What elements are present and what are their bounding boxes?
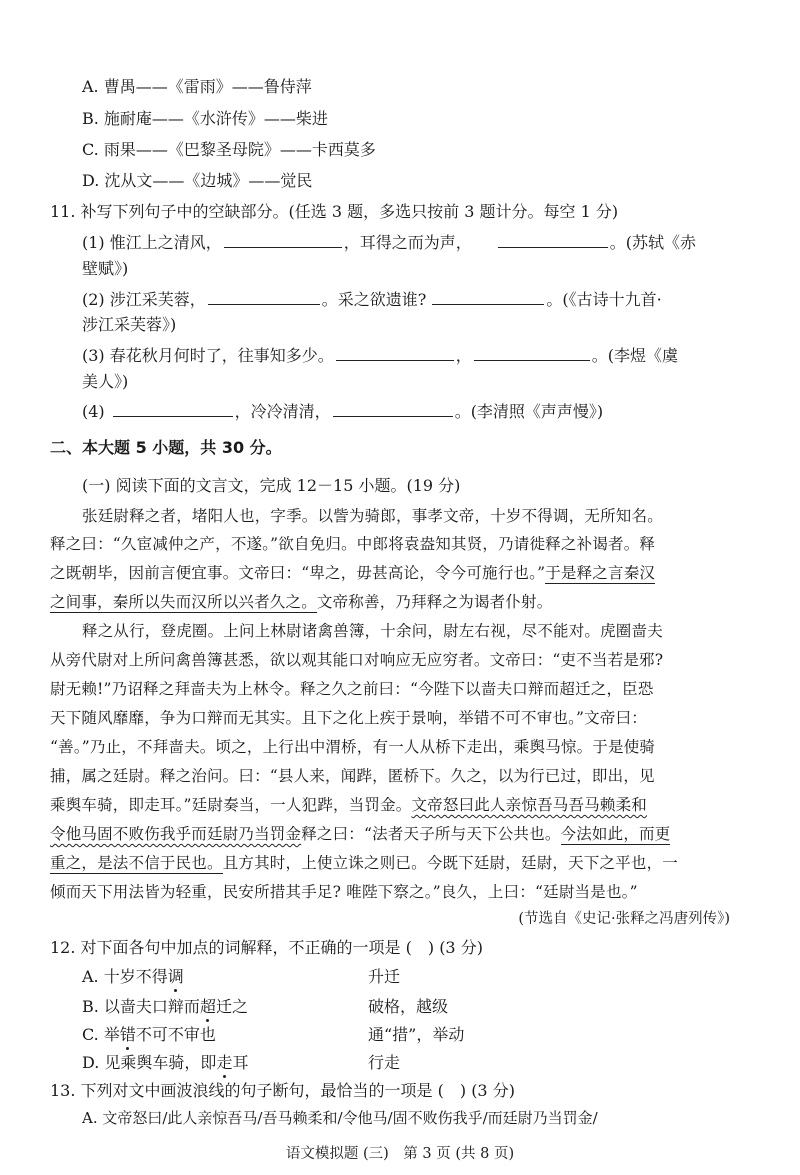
passage-line: 释之从行，登虎圈。上问上林尉诸禽兽簿，十余问，尉左右视，尽不能对。虎圈啬夫 — [82, 622, 663, 640]
q11-item-4-text-a: (4) — [82, 402, 105, 421]
q10-option-c: C. 雨果——《巴黎圣母院》——卡西莫多 — [82, 140, 376, 159]
passage-text: 释之曰：“法者天子所与天下公共也。 — [301, 825, 561, 843]
q12-option-a[interactable] — [82, 966, 184, 988]
option-text: A. 十岁不得 — [82, 967, 168, 986]
passage-line — [50, 794, 647, 816]
dotted-word: 调 — [167, 967, 184, 986]
page-footer: 语文模拟题 (三) 第 3 页 (共 8 页) — [285, 1146, 515, 1162]
passage-line: 倾而天下用法皆为轻重，民安所措其手足? 唯陛下察之。”良久，上曰：“廷尉当是也。” — [50, 883, 638, 901]
passage-line: 捕，属之廷尉。释之治问。曰：“县人来，闻跸，匿桥下。久之，以为行已过，即出，见 — [50, 767, 655, 785]
dotted-word: 走 — [216, 1053, 233, 1072]
answer-blank[interactable] — [498, 233, 608, 248]
option-text: 迁之 — [215, 997, 248, 1016]
q11-item-2-text-c: 。(《古诗十九首· — [546, 290, 662, 309]
q11-item-2 — [82, 289, 662, 311]
passage-line: 张廷尉释之者，堵阳人也，字季。以訾为骑郎，事孝文帝，十岁不得调，无所知名。 — [82, 507, 663, 525]
q12-option-a-meaning: 升迁 — [368, 967, 401, 986]
q11-item-2-text-b: 。采之欲遗谁? — [321, 290, 427, 309]
dotted-word: 错 — [119, 1025, 136, 1044]
q12-option-c-meaning: 通“措”，举动 — [368, 1025, 465, 1044]
answer-blank[interactable] — [333, 402, 453, 417]
q12-option-d[interactable] — [82, 1052, 248, 1074]
passage-text: 文帝称善，乃拜释之为谒者仆射。 — [316, 593, 553, 611]
q12-option-b-meaning: 破格，越级 — [368, 997, 449, 1016]
q11-item-1 — [82, 232, 696, 254]
passage-line: 从旁代尉对上所问禽兽簿甚悉，欲以观其能口对响应无应穷者。文帝曰：“吏不当若是邪? — [50, 651, 664, 669]
option-text: B. 以啬夫口辩而 — [82, 997, 200, 1016]
q11-item-2-cont: 涉江采芙蓉》) — [82, 315, 177, 334]
q11-item-3 — [82, 345, 678, 367]
option-text: C. 举 — [82, 1025, 120, 1044]
straight-underlined-sentence: 重之，是法不信于民也。 — [50, 854, 223, 872]
option-text: 耳 — [232, 1053, 249, 1072]
q10-option-d: D. 沈从文——《边城》——觉民 — [82, 171, 313, 190]
q12-option-c[interactable] — [82, 1024, 216, 1046]
q10-option-b: B. 施耐庵——《水浒传》——柴进 — [82, 109, 328, 128]
passage-line: 天下随风靡靡，争为口辩而无其实。且下之化上疾于景响，举错不可不审也。”文帝曰： — [50, 709, 647, 727]
q11-item-1-cont: 壁赋》) — [82, 259, 129, 278]
q11-item-3-text-a: (3) 春花秋月何时了，往事知多少。 — [82, 346, 334, 365]
q11-item-3-text-c: 。(李煜《虞 — [591, 346, 679, 365]
q11-item-2-text-a: (2) 涉江采芙蓉， — [82, 290, 206, 309]
answer-blank[interactable] — [474, 346, 590, 361]
answer-blank[interactable] — [432, 290, 544, 305]
option-text: D. 见乘舆车骑，即 — [82, 1053, 217, 1072]
q11-item-1-text-c: 。(苏轼《赤 — [609, 233, 697, 252]
answer-blank[interactable] — [224, 233, 342, 248]
q12-option-b[interactable] — [82, 996, 248, 1018]
answer-blank[interactable] — [336, 346, 454, 361]
option-text: 不可不审也 — [135, 1025, 216, 1044]
q11-item-4-text-c: 。(李清照《声声慢》) — [454, 402, 604, 421]
q11-item-1-text-b: ，耳得之而为声， — [343, 233, 472, 252]
answer-blank[interactable] — [113, 402, 233, 417]
passage-text: 之既朝毕，因前言便宜事。文帝曰：“卑之，毋甚高论，令今可施行也。” — [50, 564, 546, 582]
q11-item-4-text-b: ，冷冷清清， — [234, 402, 331, 421]
q12-stem: 12. 对下面各句中加点的词解释，不正确的一项是 ( ) (3 分) — [50, 938, 483, 957]
q11-item-4 — [82, 401, 603, 423]
q13-option-a[interactable]: A. 文帝怒曰/此人亲惊吾马/吾马赖柔和/令他马/固不败伤我乎/而廷尉乃当罚金/ — [82, 1109, 598, 1127]
q11-item-1-text-a: (1) 惟江上之清风， — [82, 233, 222, 252]
passage-line — [50, 562, 655, 584]
section-subtitle: (一) 阅读下面的文言文，完成 12－15 小题。(19 分) — [82, 476, 461, 495]
q10-option-a: A. 曹禺——《雷雨》——鲁侍萍 — [82, 77, 312, 96]
q11-item-3-text-b: ， — [455, 346, 472, 365]
q13-stem: 13. 下列对文中画波浪线的句子断句，最恰当的一项是 ( ) (3 分) — [50, 1081, 515, 1100]
passage-source: (节选自《史记·张释之冯唐列传》) — [518, 911, 730, 927]
straight-underlined-sentence: 今法如此，而更 — [560, 825, 671, 843]
section-title: 二、本大题 5 小题，共 30 分。 — [50, 438, 282, 457]
straight-underlined-sentence: 于是释之言秦汉 — [545, 564, 656, 582]
q11-stem: 11. 补写下列句子中的空缺部分。(任选 3 题，多选只按前 3 题计分。每空 1 分) — [50, 202, 619, 221]
wavy-underlined-sentence: 令他马固不败伤我乎而廷尉乃当罚金 — [50, 825, 302, 843]
passage-line — [50, 591, 552, 613]
passage-line: 释之曰：“久宦减仲之产，不遂。”欲自免归。中郎将袁盎知其贤，乃请徙释之补谒者。释 — [50, 535, 656, 553]
passage-text: 且方其时，上使立诛之则已。今既下廷尉，廷尉，天下之平也，一 — [222, 854, 679, 872]
q12-option-d-meaning: 行走 — [368, 1053, 401, 1072]
straight-underlined-sentence: 之间事，秦所以失而汉所以兴者久之。 — [50, 593, 317, 611]
passage-line: 尉无赖!”乃诏释之拜啬夫为上林令。释之久之前曰：“今陛下以啬夫口辩而超迁之，臣恐 — [50, 680, 654, 698]
wavy-underlined-sentence: 文帝怒曰此人亲惊吾马吾马赖柔和 — [411, 796, 647, 814]
passage-line — [50, 852, 678, 874]
passage-text: 乘舆车骑，即走耳。”廷尉奏当，一人犯跸，当罚金。 — [50, 796, 412, 814]
q11-item-3-cont: 美人》) — [82, 372, 129, 391]
passage-line — [50, 823, 670, 845]
passage-line: “善。”乃止，不拜啬夫。顷之，上行出中渭桥，有一人从桥下走出，乘舆马惊。于是使骑 — [50, 738, 656, 756]
dotted-word: 超 — [199, 997, 216, 1016]
answer-blank[interactable] — [208, 290, 320, 305]
